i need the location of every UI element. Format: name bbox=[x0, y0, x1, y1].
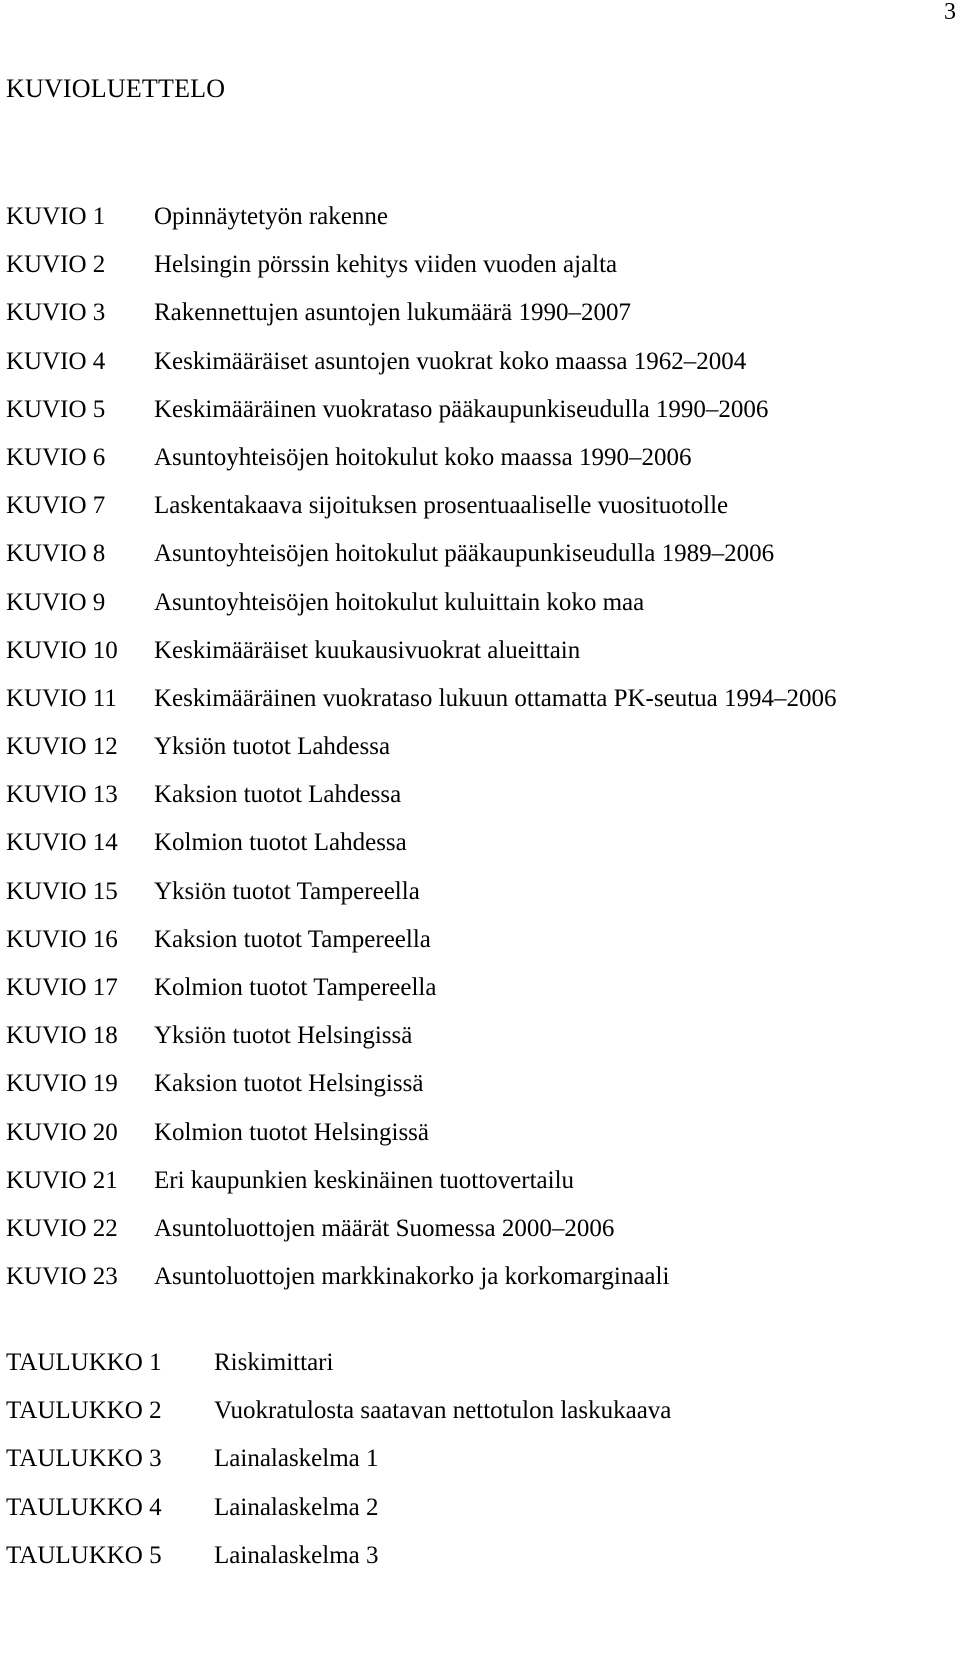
figure-label: KUVIO 21 bbox=[6, 1166, 118, 1194]
figure-title: Kolmion tuotot Lahdessa bbox=[154, 829, 407, 857]
figure-title: Asuntoyhteisöjen hoitokulut pääkaupunkiseudulla 1989–2006 bbox=[154, 540, 775, 568]
figure-title: Asuntoluottojen määrät Suomessa 2000–2006 bbox=[154, 1214, 615, 1242]
table-label: TAULUKKO 4 bbox=[6, 1493, 162, 1521]
table-title: Vuokratulosta saatavan nettotulon laskukaava bbox=[214, 1397, 672, 1425]
list-item bbox=[6, 971, 836, 1019]
figure-title: Keskimääräiset kuukausivuokrat alueittain bbox=[154, 636, 581, 664]
list-item bbox=[6, 1019, 836, 1067]
figure-title: Kaksion tuotot Lahdessa bbox=[154, 781, 402, 809]
figure-label: KUVIO 22 bbox=[6, 1214, 118, 1242]
figure-title: Kaksion tuotot Helsingissä bbox=[154, 1070, 424, 1098]
figure-title: Keskimääräinen vuokrataso lukuun ottamatta PK-seutua 1994–2006 bbox=[154, 684, 837, 712]
table-title: Riskimittari bbox=[214, 1349, 334, 1376]
table-label: TAULUKKO 1 bbox=[6, 1349, 162, 1376]
figure-title: Opinnäytetyön rakenne bbox=[154, 203, 388, 230]
table-label: TAULUKKO 3 bbox=[6, 1445, 162, 1473]
figure-label: KUVIO 19 bbox=[6, 1070, 118, 1098]
list-item bbox=[6, 1491, 671, 1539]
page-title: KUVIOLUETTELO bbox=[6, 74, 226, 103]
figure-label: KUVIO 6 bbox=[6, 443, 106, 471]
figure-title: Yksiön tuotot Lahdessa bbox=[154, 733, 391, 761]
list-item bbox=[6, 923, 836, 971]
list-item bbox=[6, 1164, 836, 1212]
figure-title: Kolmion tuotot Helsingissä bbox=[154, 1118, 429, 1146]
list-item bbox=[6, 1260, 836, 1308]
figure-title: Yksiön tuotot Tampereella bbox=[154, 877, 420, 905]
figure-label: KUVIO 8 bbox=[6, 540, 106, 568]
figure-title: Laskentakaava sijoituksen prosentuaaliselle vuosituotolle bbox=[154, 492, 729, 520]
figure-label: KUVIO 17 bbox=[6, 974, 118, 1001]
table-label: TAULUKKO 2 bbox=[6, 1397, 162, 1425]
figure-label: KUVIO 7 bbox=[6, 492, 106, 520]
figure-label: KUVIO 16 bbox=[6, 925, 118, 953]
list-item bbox=[6, 248, 836, 296]
list-item bbox=[6, 1442, 671, 1490]
list-item bbox=[6, 537, 836, 585]
list-item bbox=[6, 1067, 836, 1115]
list-item bbox=[6, 441, 836, 489]
figure-title: Kolmion tuotot Tampereella bbox=[154, 974, 437, 1001]
list-item bbox=[6, 345, 836, 393]
page-number: 3 bbox=[944, 0, 956, 25]
figure-title: Asuntoyhteisöjen hoitokulut kuluittain koko maa bbox=[154, 588, 645, 616]
table-label: TAULUKKO 5 bbox=[6, 1541, 162, 1569]
figure-label: KUVIO 3 bbox=[6, 299, 106, 327]
figure-title: Asuntoluottojen markkinakorko ja korkomarginaali bbox=[154, 1263, 670, 1291]
table-list bbox=[6, 1346, 671, 1587]
figure-label: KUVIO 14 bbox=[6, 829, 118, 857]
figure-list bbox=[6, 200, 836, 1308]
figure-label: KUVIO 11 bbox=[6, 684, 117, 712]
list-item bbox=[6, 682, 836, 730]
list-item bbox=[6, 634, 836, 682]
figure-label: KUVIO 4 bbox=[6, 347, 106, 375]
list-item bbox=[6, 296, 836, 344]
list-item bbox=[6, 586, 836, 634]
figure-label: KUVIO 13 bbox=[6, 781, 118, 809]
table-title: Lainalaskelma 2 bbox=[214, 1493, 379, 1521]
list-item bbox=[6, 393, 836, 441]
figure-title: Kaksion tuotot Tampereella bbox=[154, 925, 431, 953]
figure-title: Asuntoyhteisöjen hoitokulut koko maassa 1990–2006 bbox=[154, 443, 692, 471]
list-item bbox=[6, 489, 836, 537]
list-item bbox=[6, 1394, 671, 1442]
list-item bbox=[6, 1539, 671, 1587]
list-item bbox=[6, 200, 836, 248]
figure-label: KUVIO 18 bbox=[6, 1022, 118, 1050]
figure-label: KUVIO 1 bbox=[6, 203, 106, 230]
figure-label: KUVIO 12 bbox=[6, 733, 118, 761]
figure-title: Eri kaupunkien keskinäinen tuottovertailu bbox=[154, 1166, 575, 1194]
figure-title: Keskimääräiset asuntojen vuokrat koko maassa 1962–2004 bbox=[154, 347, 747, 375]
list-item bbox=[6, 730, 836, 778]
list-item bbox=[6, 1116, 836, 1164]
figure-title: Keskimääräinen vuokrataso pääkaupunkiseudulla 1990–2006 bbox=[154, 395, 769, 423]
list-item bbox=[6, 826, 836, 874]
figure-title: Yksiön tuotot Helsingissä bbox=[154, 1022, 413, 1050]
list-item bbox=[6, 875, 836, 923]
figure-title: Rakennettujen asuntojen lukumäärä 1990–2007 bbox=[154, 299, 631, 327]
figure-title: Helsingin pörssin kehitys viiden vuoden ajalta bbox=[154, 251, 618, 279]
list-item bbox=[6, 1346, 671, 1394]
figure-label: KUVIO 9 bbox=[6, 588, 106, 616]
table-title: Lainalaskelma 3 bbox=[214, 1541, 379, 1569]
figure-label: KUVIO 2 bbox=[6, 251, 106, 279]
list-item bbox=[6, 1212, 836, 1260]
figure-label: KUVIO 10 bbox=[6, 636, 118, 664]
list-item bbox=[6, 778, 836, 826]
figure-label: KUVIO 15 bbox=[6, 877, 118, 905]
table-title: Lainalaskelma 1 bbox=[214, 1445, 379, 1473]
figure-label: KUVIO 5 bbox=[6, 395, 106, 423]
figure-label: KUVIO 23 bbox=[6, 1263, 118, 1291]
figure-label: KUVIO 20 bbox=[6, 1118, 118, 1146]
